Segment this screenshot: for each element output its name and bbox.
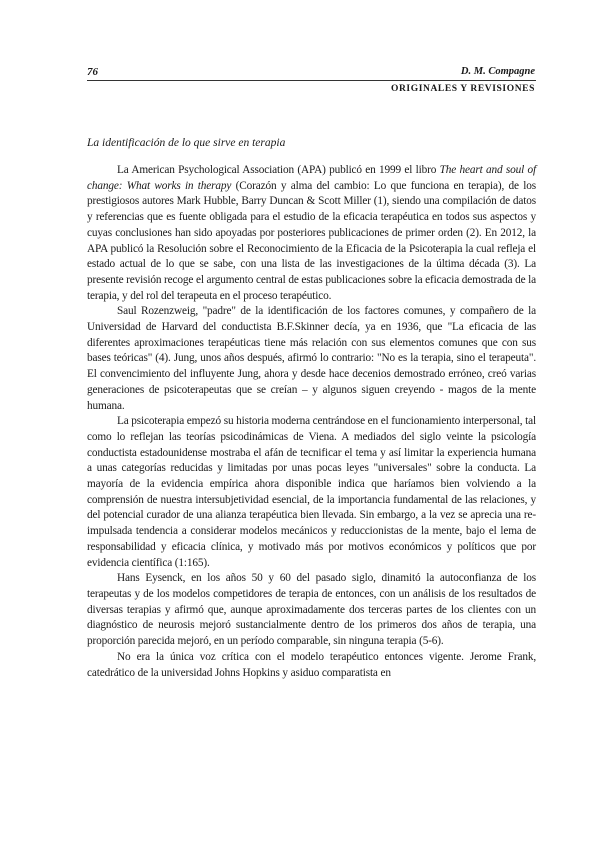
header-rule (87, 80, 536, 81)
paragraph (87, 163, 536, 304)
page-number: 76 (87, 66, 98, 78)
running-head-author: D. M. Compagne (460, 66, 535, 77)
paragraph-text: (Corazón y alma del cambio: Lo que funciona en terapia), de los prestigiosos autores Mark Hubble, Barry Duncan & Scott Miller (1), siendo una compilación de datos y referencias que es fuente obligada para el estudio de la eficacia terapéutica en todos sus aspectos y cuyas conclusiones han sido apoyadas por posteriores publicaciones de primer orden (2). En 2012, la APA publicó la Resolución sobre el Reconocimiento de la Eficacia de la Psicoterapia la cual refleja el estado actual de lo que se sabe, con una lista de las investigaciones de la última década (3). La presente revisión recoge el argumento central de estas publicaciones sobre la eficacia demostrada de la terapia, y del rol del terapeuta en el proceso terapéutico. (87, 179, 536, 302)
running-head-section: ORIGINALES Y REVISIONES (390, 84, 535, 94)
paragraph: No era la única voz crítica con el modelo terapéutico entonces vigente. Jerome Frank, catedrático de la universidad Johns Hopkins y asiduo comparatista en (87, 650, 536, 679)
paragraph-text: La American Psychological Association (APA) publicó en 1999 el libro (117, 164, 440, 176)
paragraph: Hans Eysenck, en los años 50 y 60 del pasado siglo, dinamitó la autoconfianza de los terapeutas y de los modelos competidores de terapia de entonces, con un análisis de los resultados de diversas terapias y afirmó que, aunque aproximadamente dos terceras partes de los clientes con un diagnóstico de neurosis mejoró sustancialmente dentro de los primeros dos años de terapia, una proporción parecida mejoró, en un período comparable, sin ninguna terapia (5-6). (87, 572, 536, 648)
book-title: The heart and soul of change: What works in therapy (87, 164, 536, 192)
article-body (87, 163, 536, 681)
paragraph: Saul Rozenzweig, "padre" de la identificación de los factores comunes, y compañero de la Universidad de Harvard del conductista B.F.Skinner decía, ya en 1936, que "La eficacia de las diferentes aproximaciones terapéuticas tiene más relación con sus elementos comunes que con sus bases teóricas" (4). Jung, unos años después, afirmó lo contrario: "No es la terapia, sino el terapeuta". El convencimiento del influyente Jung, ahora y desde hace decenios demostrado erróneo, creó varias generaciones de psicoterapeutas que se creían – y algunos siguen creyendo - magos de la mente humana. (87, 305, 536, 412)
section-subheading: La identificación de lo que sirve en terapia (87, 137, 286, 149)
paragraph: La psicoterapia empezó su historia moderna centrándose en el funcionamiento interpersonal, tal como lo reflejan las teorías psicodinámicas de Viena. A mediados del siglo veinte la psicología conductista estadounidense mostraba el afán de tecnificar el tema y así limitar la experiencia humana a unas categorías reducidas y limitadas por unas pocas leyes "universales" sobre la conducta. La mayoría de la evidencia empírica ahora disponible indica que haríamos bien volviendo a la comprensión de nuestra intersubjetividad esencial, de la importancia fundamental de las relaciones, y del potencial curador de una alianza terapéutica bien llevada. Sin embargo, a la vez se aprecia una re-impulsada tendencia a considerar modelos mecánicos y reduccionistas de la mente, bajo el lema de responsabilidad y eficacia clínica, y motivado más por motivos económicos y políticos que por evidencia científica (1:165). (87, 415, 536, 569)
